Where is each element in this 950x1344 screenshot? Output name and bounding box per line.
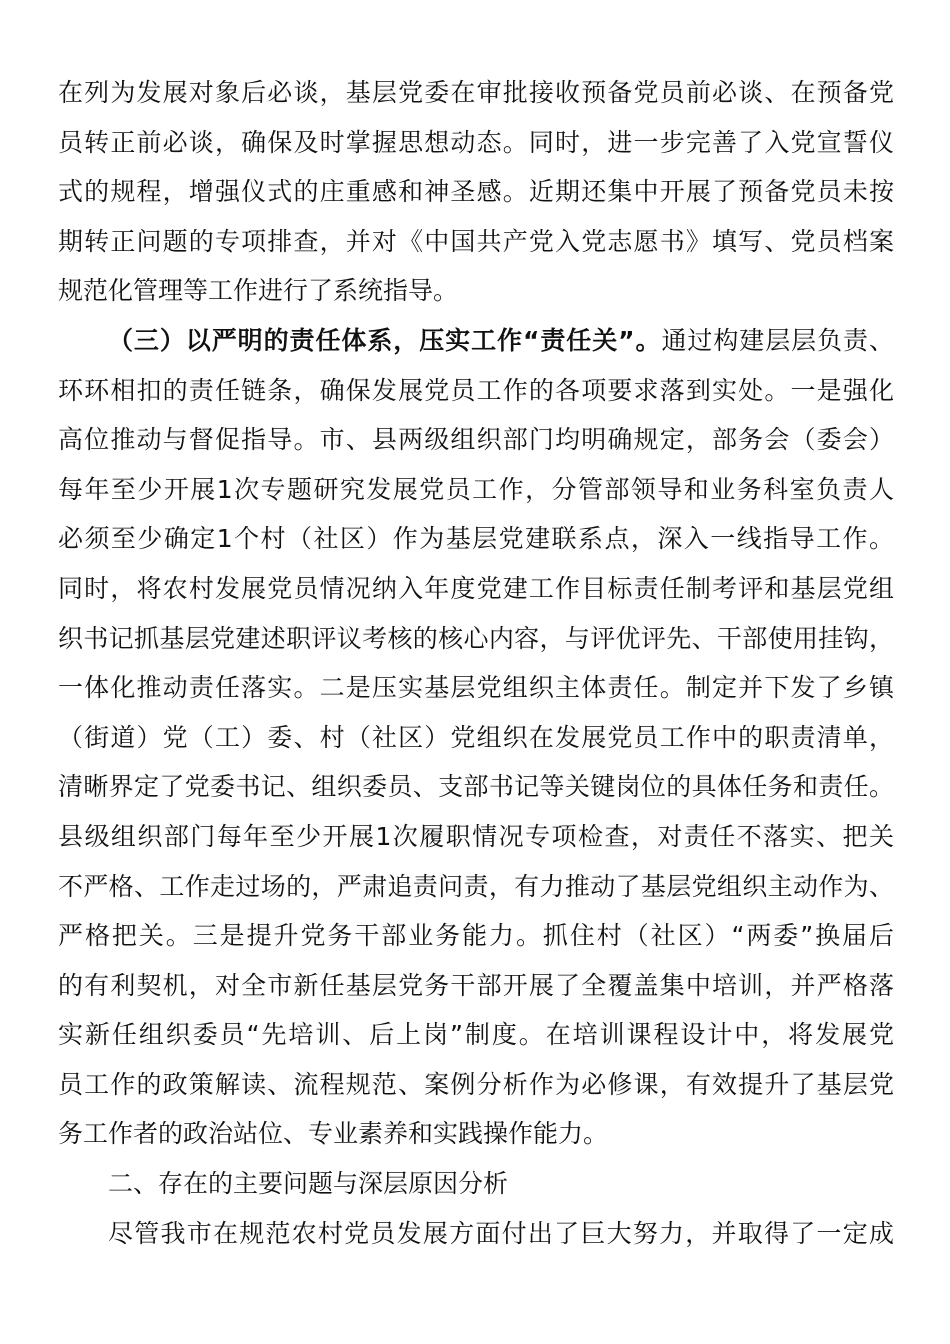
text-line-20: 员工作的政策解读、流程规范、案例分析作为必修课，有效提升了基层党 bbox=[58, 1069, 894, 1099]
text-line-2: 员转正前必谈，确保及时掌握思想动态。同时，进一步完善了入党宣誓仪 bbox=[58, 127, 894, 157]
text-line-14: 清晰界定了党委书记、组织委员、支部书记等关键岗位的具体任务和责任。 bbox=[58, 772, 894, 802]
text-line-11: 织书记抓基层党建述职评议考核的核心内容，与评优评先、干部使用挂钩， bbox=[58, 623, 894, 653]
text-line-6: 环环相扣的责任链条，确保发展党员工作的各项要求落到实处。一是强化 bbox=[58, 375, 894, 405]
section-3-heading: （三）以严明的责任体系，压实工作“责任关”。 bbox=[108, 325, 662, 355]
section-3-intro: 通过构建层层负责、 bbox=[661, 325, 894, 355]
text-line-13: （街道）党（工）委、村（社区）党组织在发展党员工作中的职责清单， bbox=[58, 722, 894, 752]
text-line-17: 严格把关。三是提升党务干部业务能力。抓住村（社区）“两委”换届后 bbox=[58, 921, 894, 951]
text-line-22: 尽管我市在规范农村党员发展方面付出了巨大努力，并取得了一定成 bbox=[108, 1218, 894, 1248]
text-line-1: 在列为发展对象后必谈，基层党委在审批接收预备党员前必谈、在预备党 bbox=[58, 78, 894, 107]
text-line-7: 高位推动与督促指导。市、县两级组织部门均明确规定，部务会（委会） bbox=[58, 425, 894, 455]
text-line-9: 必须至少确定1个村（社区）作为基层党建联系点，深入一线指导工作。 bbox=[58, 524, 894, 554]
text-line-10: 同时，将农村发展党员情况纳入年度党建工作目标责任制考评和基层党组 bbox=[58, 573, 894, 603]
text-line-4: 期转正问题的专项排查，并对《中国共产党入党志愿书》填写、党员档案 bbox=[58, 226, 894, 256]
text-line-16: 不严格、工作走过场的，严肃追责问责，有力推动了基层党组织主动作为、 bbox=[58, 871, 894, 901]
section-3-line bbox=[58, 316, 894, 366]
text-line-3: 式的规程，增强仪式的庄重感和神圣感。近期还集中开展了预备党员未按 bbox=[58, 177, 894, 207]
text-line-12: 一体化推动责任落实。二是压实基层党组织主体责任。制定并下发了乡镇 bbox=[58, 673, 894, 703]
text-line-5: 规范化管理等工作进行了系统指导。 bbox=[58, 276, 459, 306]
document-body bbox=[58, 68, 894, 1258]
text-line-15: 县级组织部门每年至少开展1次履职情况专项检查，对责任不落实、把关 bbox=[58, 821, 894, 851]
text-line-18: 的有利契机，对全市新任基层党务干部开展了全覆盖集中培训，并严格落 bbox=[58, 970, 894, 1000]
text-line-21: 务工作者的政治站位、专业素养和实践操作能力。 bbox=[58, 1119, 609, 1149]
text-line-8: 每年至少开展1次专题研究发展党员工作，分管部领导和业务科室负责人 bbox=[58, 474, 894, 504]
text-line-19: 实新任组织委员“先培训、后上岗”制度。在培训课程设计中，将发展党 bbox=[58, 1020, 894, 1050]
section-2-heading: 二、存在的主要问题与深层原因分析 bbox=[108, 1169, 509, 1199]
